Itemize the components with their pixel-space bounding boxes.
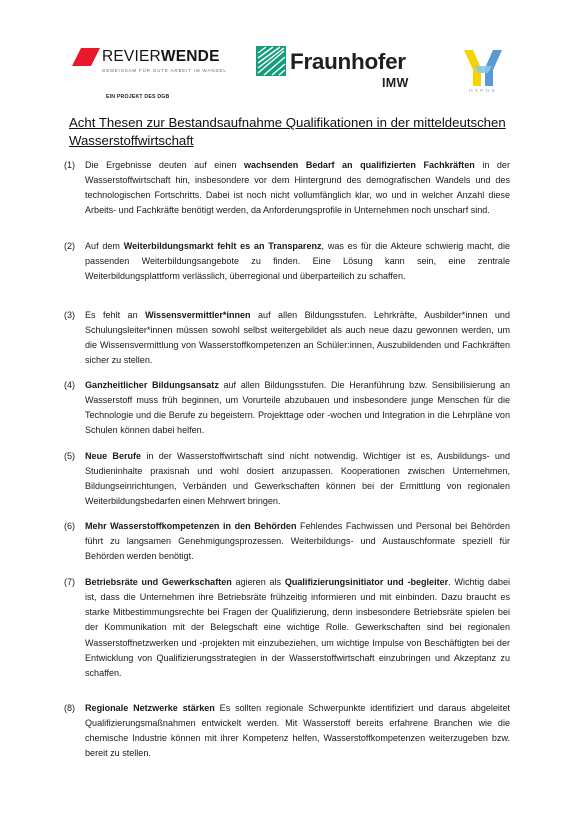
thesis-number: (4) bbox=[64, 380, 76, 390]
thesis-rest: auf allen Bildungsstufen. Die Heranführung bzw. Sensibilisierung an Wasserstoff muss früh beginnen, um Vorurteile abzubauen und insbesondere junge Menschen für die Technologie und die Berufe zu begeistern. Projekttage oder -wochen und Integration in die Lehrpläne von Schulen können dabei helfen. bbox=[85, 380, 510, 436]
thesis-rest: auf allen Bildungsstufen. Lehrkräfte, Ausbilder*innen und Schulungsleiter*innen müssen sowohl selbst weitergebildet als auch neue dazu gewonnen werden, um die Wissensvermittlung von Wasserstoffkompetenzen an Schüler:innen, Auszubildenden und Fachkräften sicher zu stellen. bbox=[85, 310, 510, 366]
thesis-number: (7) bbox=[64, 577, 76, 587]
revierwende-name-bold: WENDE bbox=[160, 48, 220, 65]
hypos-label: HYPOS bbox=[469, 89, 497, 94]
revierwende-wedge-icon bbox=[72, 48, 100, 66]
fraunhofer-mark-icon bbox=[256, 46, 286, 76]
thesis-rest: , was es für die Akteure schwierig macht, die passenden Weiterbildungsangebote zu finden. Eine Lösung kann sein, eine zentrale Weiterbildungsplattform verlässlich, überregional und überparteilich zu schaffen. bbox=[85, 241, 510, 282]
thesis-bold: Weiterbildungsmarkt fehlt es an Transparenz bbox=[123, 241, 322, 251]
thesis-bold: Betriebsräte und Gewerkschaften bbox=[85, 577, 232, 587]
fraunhofer-name: Fraunhofer bbox=[290, 49, 406, 74]
revierwende-subline: EIN PROJEKT DES DGB bbox=[106, 94, 170, 100]
thesis-lead: Die Ergebnisse deuten auf einen bbox=[85, 160, 244, 170]
thesis-rest: Fehlendes Fachwissen und Personal bei Behörden führt zu langsamen Genehmigungsprozessen. Weiterbildungs- und Austauschformate speziell für Behörden werden benötigt. bbox=[85, 521, 510, 562]
thesis-bold: Mehr Wasserstoffkompetenzen in den Behörden bbox=[85, 521, 297, 531]
thesis-number: (6) bbox=[64, 521, 76, 531]
thesis-7 bbox=[64, 575, 510, 681]
revierwende-name-light: REVIER bbox=[102, 48, 161, 65]
revierwende-tagline: GEMEINSAM FÜR GUTE ARBEIT IM WANDEL bbox=[102, 68, 227, 73]
thesis-rest: in der Wasserstoffwirtschaft hin, insbesondere vor dem Hintergrund des demografischen Wandels und des technologischen Fortschritts. Dabei ist noch nicht vollumfänglich klar, wo und in welcher Anzahl diese Arbeits- und Fachkräfte benötigt werden, da Anforderungsprofile in Unternehmen noch unscharf sind. bbox=[85, 160, 510, 216]
hypos-mark-icon bbox=[462, 46, 504, 88]
thesis-4 bbox=[64, 378, 510, 439]
thesis-bold: Neue Berufe bbox=[85, 451, 142, 461]
fraunhofer-institute: IMW bbox=[382, 76, 409, 90]
thesis-mid: agieren als bbox=[231, 577, 285, 587]
thesis-2 bbox=[64, 239, 510, 284]
revierwende-wordmark bbox=[102, 48, 220, 66]
revierwende-logo bbox=[72, 44, 232, 106]
thesis-lead: Auf dem bbox=[85, 241, 124, 251]
thesis-5 bbox=[64, 449, 510, 510]
thesis-bold: wachsenden Bedarf an qualifizierten Fachkräften bbox=[243, 160, 475, 170]
thesis-lead: Es fehlt an bbox=[85, 310, 146, 320]
thesis-bold-2: Qualifizierungsinitiator und -begleiter bbox=[284, 577, 449, 587]
thesis-text bbox=[85, 239, 510, 284]
thesis-number: (8) bbox=[64, 703, 76, 713]
thesis-number: (1) bbox=[64, 160, 76, 170]
thesis-rest: Es sollten regionale Schwerpunkte identifiziert und daraus abgeleitet Qualifizierungsmaßnahmen entwickelt werden. Mit Wasserstoff bereits erfahrene Branchen wie die chemische Industrie können mit ihrer Kompetenz helfen, Wasserstoffkompetenzen weiterzugeben bzw. bereit zu stellen. bbox=[85, 703, 510, 759]
hypos-logo bbox=[458, 46, 508, 98]
thesis-1 bbox=[64, 158, 510, 219]
thesis-rest: in der Wasserstoffwirtschaft sind nicht notwendig. Wichtiger ist es, Ausbildungs- und Studieninhalte praxisnah und wohl dosiert anzupassen. Kooperationen zwischen Unternehmen, Bildungseinrichtungen, Verbänden und Gewerkschaften können bei der Ermittlung von regionalen Weiterbildungsbedarfen einen Mehrwert bringen. bbox=[85, 451, 510, 507]
thesis-text bbox=[85, 158, 510, 219]
thesis-text bbox=[85, 575, 510, 681]
thesis-number: (3) bbox=[64, 310, 76, 320]
thesis-6 bbox=[64, 519, 510, 564]
thesis-bold: Wissensvermittler*innen bbox=[145, 310, 251, 320]
thesis-text bbox=[85, 378, 510, 439]
thesis-8 bbox=[64, 701, 510, 762]
thesis-bold: Regionale Netzwerke stärken bbox=[85, 703, 215, 713]
thesis-bold: Ganzheitlicher Bildungsansatz bbox=[85, 380, 219, 390]
document-title: Acht Thesen zur Bestandsaufnahme Qualifikationen in der mitteldeutschen Wasserstoffwirtschaft bbox=[69, 115, 506, 148]
thesis-text bbox=[85, 449, 510, 510]
thesis-text bbox=[85, 519, 510, 564]
thesis-3 bbox=[64, 308, 510, 369]
fraunhofer-logo bbox=[256, 44, 436, 96]
thesis-number: (5) bbox=[64, 451, 76, 461]
thesis-text bbox=[85, 701, 510, 762]
thesis-rest: . Wichtig dabei ist, dass die Unternehmen ihre Betriebsräte frühzeitig informieren und mit einbinden. Dazu braucht es starke Mitbestimmungsrechte bei Fragen der Qualifizierung, denn insbesondere Betriebsräte spielen bei der Kommunikation mit der Belegschaft eine wichtige Rolle. Gewerkschaften sind bei regionalen Wasserstoffnetzwerken und -projekten mit einzubeziehen, um wichtige Impulse von Beschäftigten bei der Entwicklung von Qualifizierungsstrategien in der Wasserstoffwirtschaft einzubringen und Akzeptanz zu schaffen. bbox=[85, 577, 510, 678]
thesis-text bbox=[85, 308, 510, 369]
thesis-number: (2) bbox=[64, 241, 76, 251]
